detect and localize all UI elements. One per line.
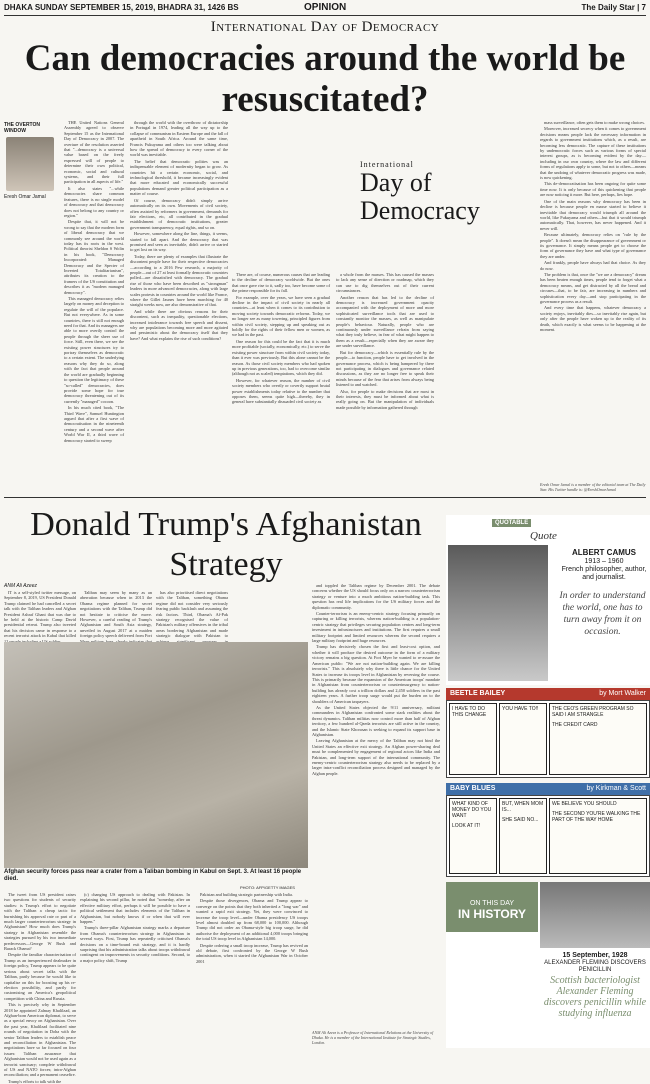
- article1-col3: [232, 272, 330, 488]
- paragraph: This managed democracy relies largely on money and deception to regulate the will of the populace. But not everywhere. As in some countries, there is still not enough need for that. And its managers are able to more overtly control the people through the sheer use of force. Still, even there, we see the existing power structures try to portray themselves as democratic to a certain extent. The underlying reasons why they do so, along with the fact that people around the world are gradually beginning to question the legitimacy of these "so-called" democracies, does provide some hope for true democracy threatening out of its currently "managed" cocoon.: [64, 296, 125, 404]
- comic-author: by Kirkman & Scott: [586, 785, 646, 792]
- logo-democracy: Democracy: [360, 196, 480, 225]
- paragraph: In his much cited book, "The Third Wave", Samuel Huntington argued that after a first wave of democratisation in the nineteenth century and a second wave after World War II, a third wave of democracy started to sweep: [64, 405, 124, 443]
- section-divider: [4, 497, 646, 498]
- paragraph: Trump's efforts to talk with the: [8, 1078, 62, 1084]
- paragraph: Today, there are plenty of examples that illustrate the discontent people have for their respective democracies—according to a 2016 Pew research, a majority of people—out of 27 at least formally democratic countries polled—are dissatisfied with democracy. The gradual rise of those who have been described as "strongman" leaders in more advanced democracies, along with large scales protests in countries around the world like France, where the Gillet Jaunes have been marching for 40 straight weeks now, are also demonstrative of that.: [130, 253, 228, 308]
- paragraph: a whole from the masses. This has caused the masses to lack any sense of direction or roadmap, which they can use to dig themselves out of their current circumstances.: [336, 272, 434, 294]
- logo-international: International: [360, 160, 414, 169]
- otd-date: 15 September, 1928: [562, 952, 628, 959]
- photo-credit: PHOTO: AFP/GETTY IMAGES: [240, 885, 295, 890]
- article2-col3: [156, 590, 228, 640]
- paragraph: However, somewhere along the line, things, it seems, started to fall apart. And the democracy that was promised and seen as inevitable, didn't arrive or started to get lost on its way.: [130, 231, 228, 253]
- paragraph: And frankly, people have always had that choice. As they do now.: [540, 260, 646, 271]
- kabul-crater-photo: [4, 642, 308, 868]
- article1-col5: [540, 120, 646, 482]
- paragraph: Taliban may seem by many as an aberration because when in 2013 the Obama regime planned for secret negotiations with the Taliban, Trump did not hesitate to criticise the move. However, a careful reading of Trump's Afghanistan and South Asia strategy, unveiled in August 2017 at a maiden foreign policy speech delivered from Fort: [80, 590, 152, 639]
- comic-strip-beetle: [446, 700, 650, 778]
- article2-col1: [4, 590, 76, 640]
- comic-title: BABY BLUES: [450, 785, 496, 792]
- comic-header-baby: [446, 783, 650, 795]
- comic-panel: I HAVE TO DO THIS CHANGE: [449, 703, 497, 775]
- paragraph: Pakistan and building strategic partnership with India.: [200, 892, 293, 897]
- otd-event: ALEXANDER FLEMING DISCOVERS PENICILLIN: [544, 960, 646, 973]
- article2-footnote: ANM Ali Azeez is a Professor of International Relations at the University of Dhaka. He is a member of the International Institute for Strategic Studies, London.: [312, 1030, 434, 1045]
- paragraph: (c) changing US approach to dealing with Pakistan. In explaining his second pillar, he noted that "someday, after an effective military effort, perhaps it will be possible to have a political settlement that includes elements of the Taliban in Afghanistan, but nobody knows if or when that will ever happen.": [80, 892, 190, 925]
- comic-panel: YOU HAVE TO!!: [499, 703, 547, 775]
- page-number: The Daily Star | 7: [581, 3, 646, 12]
- comic-panel: BUT, WHEN MOM IS... SHE SAID NO...: [499, 798, 547, 874]
- article2-col1b: [4, 892, 76, 1084]
- article1-col2: [130, 120, 228, 488]
- paragraph: has also prioritised direct negotiations with the Taliban, something Obama regime did not consider very seriously fearing public backlash and assuming the risk factors. Third, Obama's Af-Pak strategy recognised the value of Pakistan's military offensives in the tribal areas bordering Afghanistan and made strategic dialogue with Pakistan to: [156, 590, 228, 639]
- otd-small: ON THIS DAY: [469, 900, 515, 907]
- quote-desc: French philosopher, author, and journalist.: [561, 566, 647, 581]
- fleming-photo: [540, 882, 650, 948]
- quote-sub: Quote: [530, 530, 557, 542]
- article2-headline[interactable]: Donald Trump's Afghanistan Strategy: [30, 506, 422, 583]
- paragraph: The belief that democratic polities was an indispensable element of modernity began to grow. As countries hit a certain economic, social, and technological threshold, it became increasingly evident that more educated and economically successful populations demand greater political participation as a matter of course.: [130, 158, 228, 197]
- quote-label: QUOTABLE: [492, 519, 531, 527]
- article2-col3b: [196, 892, 308, 1048]
- paragraph: However, for whatever reason, the number of civil society members who overtly or covertly support brutal power establishments today relative to the number that opposes them, seems quite high—thereby, they in general have substantially dissuaded civil society as: [232, 377, 330, 405]
- paragraph: There are, of course, numerous causes that are leading to the decline of democracy worldwide. But the ones that once gave rise to it, sadly too, have become some of the prime responsible for its fall.: [232, 272, 330, 294]
- paragraph: One reason for this could be the fact that it is much more profitable (socially, economically, etc.) to serve the existing power structure from within civil society today, than it ever was previously. But this alone cannot be the reason. As those civil society members who had spoken up in previous generations, too, had to overcome similar (although not as scaled) temptations, which they did.: [232, 338, 330, 377]
- paragraph: through the world with the overthrow of dictatorship in Portugal in 1974, leading all the way up to the collapse of communism in Eastern Europe and the fall of apartheid in South Africa. Around the same time, Francis Fukuyama and others too were talking about how the spread of democracy to every corner of the world was inevitable.: [130, 120, 228, 158]
- otd-details: [540, 952, 650, 974]
- paragraph: Another reason that has led to the decline of democracy is increased government opacity accompanied with the deployment of more and more sophisticated surveillance tools that are used to constantly monitor the masses, as well as manipulate people's behaviour. Naturally, people who are continuously under surveillance refrain from saying what they truly believe, in fear of what might happen to them as a result—especially when they are aware they are under surveillance.: [336, 294, 434, 349]
- day-of-democracy-logo: [360, 160, 510, 270]
- paragraph: It also states "...while democracies share common features, there is no single model of democracy and that democracy does not belong to any country or region.": [64, 185, 124, 218]
- paragraph: Despite the familiar characterisation of Trump as an inexperienced dealmaker in foreign policy, Trump appears to be quite serious about secret talks with the Taliban, partly because he would like to capitalise on this for boosting up his re-election possibility, and partly for customising an America's geopolitical competition with China and Russia.: [4, 952, 76, 1001]
- article1-footnote: Eresh Omar Jamal is a member of the editorial team at The Daily Star. His Twitter handle is: @EreshOmarJamal: [540, 482, 646, 492]
- comic-author: by Mort Walker: [599, 690, 646, 697]
- logo-day: Day of: [360, 168, 432, 197]
- author-name: Eresh Omar Jamal: [4, 194, 46, 200]
- dateline: DHAKA SUNDAY SEPTEMBER 15, 2019, BHADRA 31, 1426 BS: [4, 3, 239, 12]
- comic-panel: WE BELIEVE YOU SHOULD THE SECOND YOU'RE WALKING THE PART OF THE WAY HOME: [549, 798, 647, 874]
- camus-photo: [448, 545, 548, 681]
- quote-name: ALBERT CAMUS: [572, 548, 636, 557]
- otd-big: IN HISTORY: [457, 907, 526, 921]
- paragraph: The tweet from US president raises two questions for students of security studies: is Trump's effort to negotiate with the Taliban a cheap tactic for burnishing his approval rate or part of a much larger counterterrorism strategy in Afghanistan? How much does Trump's strategy in Afghanistan resemble the strategies pursued by his two immediate predecessors—George W Bush and Barack Obama?: [4, 892, 76, 952]
- paragraph: And every time that happens, whatever democracy a society enjoys, inevitably dies—so inevitably rise again, but only after the people have woken up to the reality of its death, which exactly is what seems to be happening at the moment.: [540, 305, 646, 333]
- paragraph: Because ultimately, democracy relies on "rule by the people". It doesn't mean the disappearance of government or its governance. It simply means people get to choose the form of governance they have and what type of governance they are under.: [540, 232, 646, 259]
- paragraph: THE United Nations General Assembly agreed to observe September 15 as the International Day of Democracy in 2007. The overture of the resolution asserted that "...democracy is a universal value based on the freely expressed will of people to determine their own political, economic, social and cultural systems, and their full participation in all aspects of life.": [64, 120, 124, 185]
- paragraph: Trump has decisively chosen the first and least-cost option, and whether it will produce the desired outcome in the form of a military victory remains a big question. At Fort Myer he wanted to re-assure the American public: "We are not nation-building again. We are killing terrorists." This is absolutely why there is little chance for the United States to increase its troops level in Afghanistan by reversing the course. This is primarily because the expansion of the American troops' mandate in Afghanistan from counterterrorism or counterinsurgency to nation-building has already cost a trillion dollars and 2,450 soldiers in the past eighteen years. A further troop surge would put the burden on to the shoulders of American taxpayers.: [312, 644, 440, 704]
- paragraph: Of course, democracy didn't simply arrive automatically on its own. Movements of civil society, often assisted by reformers in government, demands for fair elections, etc, all contributed in the gradual establishment of democratic institutions, greater government transparency, equal rights, and so on.: [130, 197, 228, 230]
- paragraph: and toppled the Taliban regime by December 2001. The debate concerns whether the US should focus only on a narrow counterterrorism strategy or venture into a much ambitious nation-building task. This question has real life implications for the US military forces and the diplomatic community.: [312, 583, 440, 610]
- paragraph: As the United States objected the 9/11 anniversary, militant commanders in Afghanistan confronted some stark realities about the threat dynamics. Taliban militias now control more than half of Afghan territory, a few hundred al-Qaeda terrorists are still active in the country, and the Islamic State Khorasan is seeking to expand its support base in Afghanistan.: [312, 704, 440, 737]
- paragraph: One of the main reasons why democracy has been in decline is because people en masse started to believe it inevitable that democracy would triumph all around the world, like Fukuyama and others—but that it would triumph automatically. That, however, has never happened. And it never will.: [540, 198, 646, 231]
- paragraph: This de-democratisation has been ongoing for quite some time now. It is only because of this quickening that people are now noticing it more. But here, perhaps, lies hope.: [540, 181, 646, 198]
- author-avatar: [6, 137, 54, 191]
- article2-col4: [312, 583, 440, 1028]
- article2-byline: ANM Ali Azeez: [4, 583, 37, 589]
- paragraph: mass surveillance, often gets them to make wrong choices.: [544, 120, 645, 125]
- paragraph: Despite those divergences, Obama and Trump appear to converge on the points that they both inherited a "long war" and wanted a rapid exit strategy. Yet, they were convinced to increase the troop level—under Obama presidency US troops level almost doubled up from 68,000 to 100,000. Although Trump did not order an Obama-style big troop surge, he did authorise the deployment of an additional 4,000 troops bringing the total US troop level in Afghanistan 14,000.: [196, 898, 308, 942]
- otd-description: Scottish bacteriologist Alexander Fleming discovers penicillin while studying influenza: [543, 975, 647, 1019]
- paragraph: Trump's three-pillar Afghanistan strategy marks a departure from Obama's counterterrorism strategy in Afghanistan in several ways. First, Trump has repeatedly criticised Obama's decisions on a time-bound exit strategy, and it is hardly surprising that his administration talks about troops withdrawal contingent on improvements in security conditions. Second, to a major policy shift, Trump: [80, 925, 190, 963]
- comic-strip-baby: [446, 795, 650, 877]
- column-name: THE OVERTON WINDOW: [4, 122, 41, 134]
- page-header: [4, 0, 646, 16]
- paragraph: IT is a self-styled twitter message, on September 8, 2019, US President Donald Trump claimed he had cancelled a secret talk with the Taliban leaders and Afghan President Ashraf Ghani that was due to be held at the historic Camp David presidential retreat. Trump also tweeted that his decision came in response to a recent terrorist attack in Kabul that killed: [4, 590, 76, 639]
- on-this-day-header: [446, 882, 538, 932]
- comic-header-beetle: [446, 688, 650, 700]
- paragraph: The problem is that, once the "we are a democracy" dream has been beaten enough times, people tend to forget what a democracy means, and get distracted by all the bread and circuses—that, to be fair, are increasing in numbers and sophistication every day—and stop participating in the governance process as a result.: [540, 271, 646, 304]
- quote-years: 1913 – 1960: [584, 558, 624, 565]
- paragraph: Moreover, increased secrecy when it comes to government decisions means people lack the necessary information in regards to government institutions which, as a result, are becoming less democratic. The capture of these institutions by undemocratic forces such as various forms of special interest groups, as is becoming evident by the day—including in our own country, where the law and different forms of regulations apply to some, but not to others—means that the undoing of whatever democratic progress was made, is now quickening.: [540, 126, 646, 181]
- article1-col1: [64, 120, 124, 488]
- comic-panel: WHAT KIND OF MONEY DO YOU WANT LOOK AT IT!: [449, 798, 497, 874]
- photo-caption: Afghan security forces pass near a crater from a Taliban bombing in Kabul on Sept. 3. At least 16 people died.: [4, 869, 302, 882]
- comic-panel: THE CEO'S GREEN PROGRAM SO SAID I AM STRANGLE THE CREDIT CARD: [549, 703, 647, 775]
- paragraph: Leaving Afghanistan at the mercy of the Taliban may not bind the United States an effective exit strategy. An Afghan power-sharing deal must be complemented by engagement of regional actors like India and Pakistan, and long-term support of the international community. The enemy-centric counterterrorism strategy also needs to be replaced by a larger intra-conflict reconciliation process designed and managed by the Afghan people.: [312, 738, 440, 776]
- paragraph: And while there are obvious reasons for their discontent, such as inequality, questionable elections, increased intolerance towards free speech and dissent, why are populations becoming more and more agitated and pessimistic about the democracy itself that they have? And what explains the rise of such conditions?: [130, 308, 228, 341]
- quote-person: [560, 549, 648, 582]
- paragraph: But for democracy—which is essentially rule by the people—to function, people have to get involved in the governance process, which is being hampered by there not participating in dialogues and governance related discussions, as they are no longer free to speak their minds because of the fear that arises from always being listened to and watched.: [336, 349, 434, 388]
- paragraph: For example, over the years, we have seen a gradual decline in the impact of civil society in nearly all countries—at least when it comes to its contribution to moving society towards democratic reforms. Today, we no longer see as many towering, principled figures from within civil society, stepping up and speaking out as boldly for the rights of their fellow men or women, as we had in the past.: [232, 294, 330, 338]
- article1-headline[interactable]: Can democracies around the world be resuscitated?: [24, 38, 626, 120]
- paragraph: Despite ordering a small troop increase, Trump has revived an old debate, first confronted by the George W Bush administration, when it started the Afghanistan War in October 2001: [196, 942, 308, 964]
- paragraph: Also, for people to make decisions that are most in their interests, they must be informed about what is really going on. But the manipulation of individuals made possible by information gathered through: [336, 388, 434, 410]
- section-name: OPINION: [304, 2, 347, 13]
- paragraph: This is precisely why in September 2018 he appointed Zalmay Khalilzad, an Afghan-born American diplomat, to serve as a special envoy on Afghanistan. Over the past year, Khalilzad facilitated nine rounds of negotiation in Doha with the senior Taliban leaders to establish peace and reconciliation in Afghanistan. The negotiations have so far focused on four issues: Taliban assurance that Afghanistan would not be used again as a terrorist sanctuary; complete withdrawal of US and NATO forces; intra-Afghan reconciliation; and a permanent ceasefire.: [4, 1002, 76, 1078]
- article2-col2b: [80, 892, 190, 1048]
- article2-col2: [80, 590, 152, 640]
- paragraph: Despite that, it will not be wrong to say that the modern form of liberal democracy that we commonly see around the world today has its roots in the west. Political theorist Sheldon S Wolin in his book, "Democracy Incorporated: Managed Democracy and the Specter of Inverted Totalitarianism", attributes its creation to the framers of the US constitution and describes it as "modern managed democracy".: [64, 219, 124, 295]
- article1-col4: [336, 272, 434, 488]
- paragraph: Counter-terrorism is an enemy-centric strategy focusing primarily on capturing or killing terrorists, whereas nation-building is a population-centric strategy that privileges securing population centres and long-term investment in infrastructures and institutions. The first requires a small military footprint and limited resources whereas the second requires a large military footprint and huge resources.: [312, 611, 440, 644]
- article1-kicker: International Day of Democracy: [210, 19, 440, 35]
- comic-title: BEETLE BAILEY: [450, 690, 506, 697]
- quote-text: In order to understand the world, one has to turn away from it on occasion.: [559, 591, 646, 637]
